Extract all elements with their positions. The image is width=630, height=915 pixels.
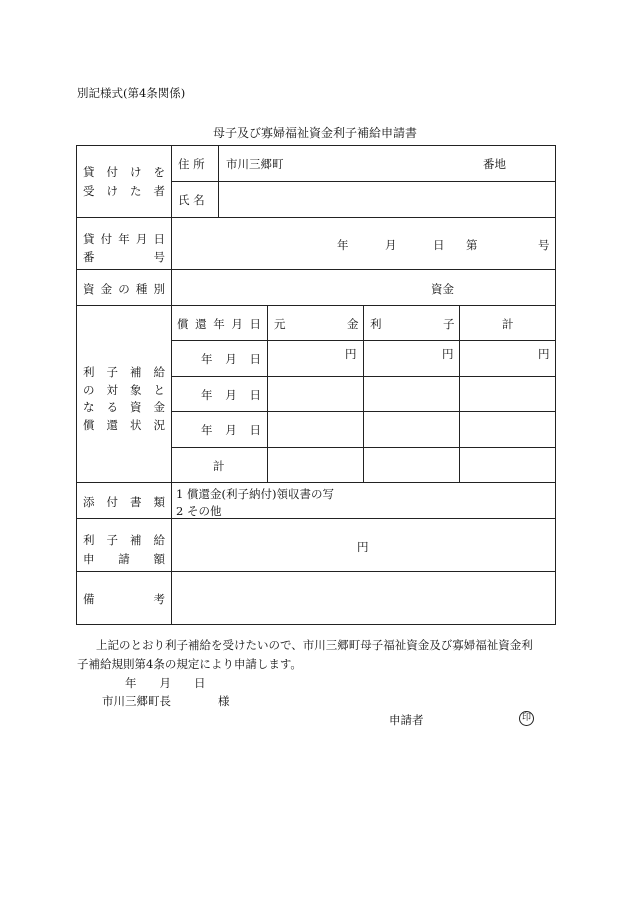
loan-date-label-line1: 貸 付 年 月 日 xyxy=(83,232,165,246)
declaration-line1: 上記のとおり利子補給を受けたいので、市川三郷町母子福祉資金及び寡婦福祉資金利 xyxy=(96,638,533,652)
repayment-label-line4: 償 還 状 況 xyxy=(83,418,165,432)
name-field[interactable] xyxy=(221,184,551,214)
address-town: 市川三郷町 xyxy=(226,157,284,171)
address-banchi: 番地 xyxy=(483,157,506,171)
yen-unit-total: 円 xyxy=(538,347,550,361)
repayment-date-cell[interactable]: 年 月 日 xyxy=(201,423,261,437)
attachments-label: 添 付 書 類 xyxy=(83,495,165,509)
declaration-line2: 子補給規則第4条の規定により申請します。 xyxy=(77,657,302,671)
name-label: 氏 名 xyxy=(178,193,205,207)
loan-go: 号 xyxy=(538,238,550,252)
loan-date-field[interactable] xyxy=(175,221,551,265)
loan-day: 日 xyxy=(433,238,445,252)
applicant-label: 申請者 xyxy=(389,713,424,727)
repayment-total-label: 計 xyxy=(213,459,225,473)
loan-year: 年 xyxy=(337,238,349,252)
col-header-principal-b: 金 xyxy=(347,317,359,331)
seal-mark-icon: 印 xyxy=(519,711,534,726)
remarks-label: 備 考 xyxy=(83,592,165,606)
fund-type-label: 資 金 の 種 別 xyxy=(83,282,165,296)
applicant-name-field[interactable] xyxy=(432,707,512,725)
subsidy-yen-unit: 円 xyxy=(357,540,369,554)
attachment-item-2: 2 その他 xyxy=(176,504,222,518)
repayment-label-line2: の 対 象 と xyxy=(83,383,165,397)
form-reference: 別記様式(第4条関係) xyxy=(77,86,186,100)
repayment-date-cell[interactable]: 年 月 日 xyxy=(201,352,261,366)
repayment-date-cell[interactable]: 年 月 日 xyxy=(201,388,261,402)
fund-type-field[interactable] xyxy=(175,273,425,301)
subsidy-amount-field[interactable] xyxy=(175,522,350,566)
address-field[interactable] xyxy=(290,148,470,178)
col-header-interest-b: 子 xyxy=(443,317,455,331)
yen-unit-principal: 円 xyxy=(345,347,357,361)
col-header-principal-a: 元 xyxy=(274,317,286,331)
repayment-label-line1: 利 子 補 給 xyxy=(83,365,165,379)
repayment-label-line3: な る 資 金 xyxy=(83,400,165,414)
col-header-date: 償 還 年 月 日 xyxy=(177,317,261,331)
declaration-date: 年 月 日 xyxy=(125,676,206,690)
subsidy-label-line2: 申 請 額 xyxy=(83,552,165,566)
yen-unit-interest: 円 xyxy=(442,347,454,361)
remarks-field[interactable] xyxy=(175,575,551,620)
addressee-sama: 様 xyxy=(218,694,230,708)
address-label: 住 所 xyxy=(178,157,205,171)
loan-date-label-line2: 番 号 xyxy=(83,250,165,264)
subsidy-label-line1: 利 子 補 給 xyxy=(83,533,165,547)
borrower-label-line1: 貸 付 け を xyxy=(83,165,165,179)
borrower-label-line2: 受 け た 者 xyxy=(83,184,165,198)
attachment-item-1: 1 償還金(利子納付)領収書の写 xyxy=(176,487,334,501)
addressee: 市川三郷町長 xyxy=(102,694,171,708)
fund-type-suffix: 資金 xyxy=(431,282,454,296)
loan-dai: 第 xyxy=(466,238,478,252)
col-header-total: 計 xyxy=(502,317,514,331)
loan-month: 月 xyxy=(385,238,397,252)
form-title: 母子及び寡婦福祉資金利子補給申請書 xyxy=(213,126,418,140)
col-header-interest-a: 利 xyxy=(370,317,382,331)
